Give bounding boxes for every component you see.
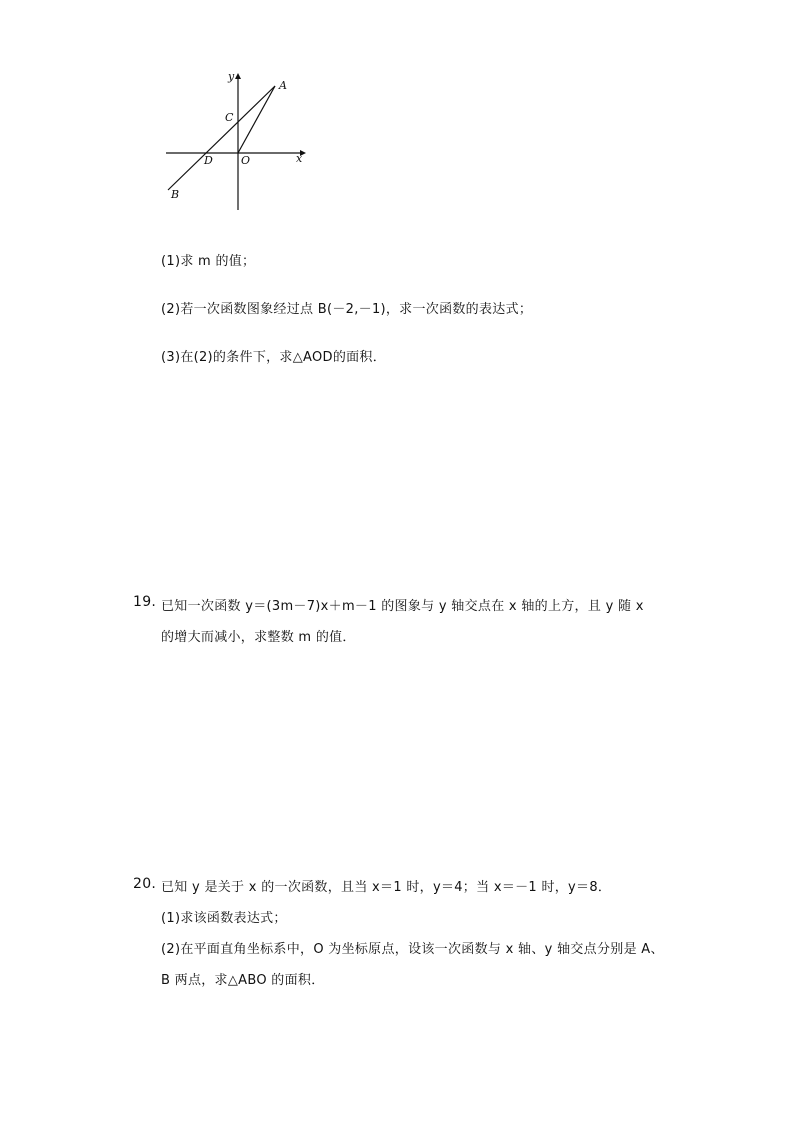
q20-part1: (1)求该函数表达式； bbox=[161, 911, 287, 926]
label-c: C bbox=[225, 111, 234, 124]
label-a: A bbox=[279, 79, 287, 92]
q19-line1: 已知一次函数 y＝(3m－7)x＋m－1 的图象与 y 轴交点在 x 轴的上方，且 y 随 x bbox=[161, 599, 644, 614]
q19-line2: 的增大而减小，求整数 m 的值． bbox=[161, 630, 356, 645]
label-o: O bbox=[241, 154, 251, 167]
q19-number: 19. bbox=[133, 594, 157, 610]
q20-part2b: B 两点，求△ABO 的面积． bbox=[161, 973, 325, 988]
q18-part3: (3)在(2)的条件下，求△AOD的面积． bbox=[161, 350, 387, 365]
label-y: y bbox=[228, 70, 235, 83]
segment-oa bbox=[238, 86, 275, 153]
coordinate-figure bbox=[160, 65, 310, 215]
label-d: D bbox=[204, 154, 213, 167]
q20-number: 20. bbox=[133, 876, 157, 892]
label-x: x bbox=[296, 152, 303, 165]
y-axis-arrow bbox=[235, 73, 241, 79]
q18-part1: (1)求 m 的值； bbox=[161, 254, 256, 269]
line-ba bbox=[168, 86, 275, 190]
label-b: B bbox=[171, 188, 180, 201]
q18-part2: (2)若一次函数图象经过点 B(－2,－1)，求一次函数的表达式； bbox=[161, 302, 533, 317]
q20-part2a: (2)在平面直角坐标系中，O 为坐标原点，设该一次函数与 x 轴、y 轴交点分别是 A、 bbox=[161, 942, 664, 957]
q20-line1: 已知 y 是关于 x 的一次函数，且当 x＝1 时，y＝4；当 x＝－1 时，y＝8． bbox=[161, 880, 612, 895]
